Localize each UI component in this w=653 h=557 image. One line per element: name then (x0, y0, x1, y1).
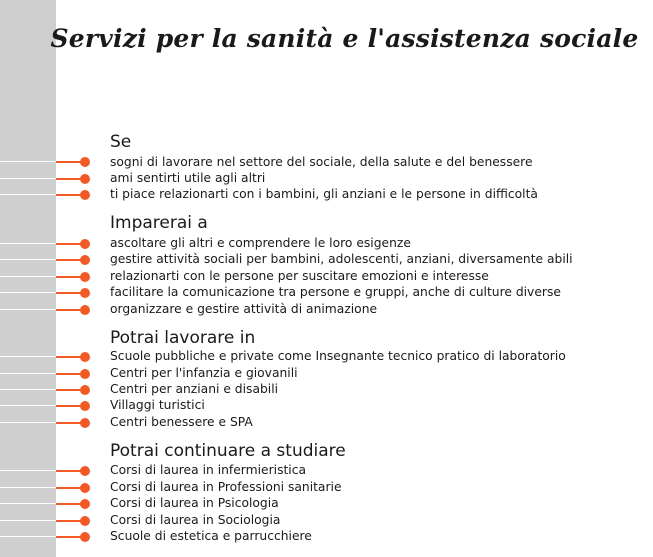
sidebar-rule (0, 178, 56, 179)
sidebar-rule (0, 356, 56, 357)
list-item: organizzare e gestire attività di animazione (110, 302, 378, 316)
sidebar-rule (0, 422, 56, 423)
sidebar-rule (0, 259, 56, 260)
section-heading-lavorare: Potrai lavorare in (110, 328, 256, 348)
sidebar-rule (0, 405, 56, 406)
list-item: Villaggi turistici (110, 398, 205, 412)
bullet-dot (80, 352, 90, 362)
bullet-dot (80, 385, 90, 395)
sidebar-rule (0, 373, 56, 374)
list-item: facilitare la comunicazione tra persone e gruppi, anche di culture diverse (110, 285, 561, 299)
sidebar-rule (0, 503, 56, 504)
list-item: Centri per l'infanzia e giovanili (110, 366, 298, 380)
bullet-dot (80, 401, 90, 411)
bullet-dot (80, 483, 90, 493)
sidebar-rule (0, 487, 56, 488)
bullet-dot (80, 466, 90, 476)
list-item: Corsi di laurea in infermieristica (110, 463, 307, 477)
list-item: Corsi di laurea in Sociologia (110, 513, 281, 527)
list-item: Corsi di laurea in Psicologia (110, 496, 279, 510)
bullet-dot (80, 174, 90, 184)
list-item: Scuole di estetica e parrucchiere (110, 529, 312, 543)
bullet-dot (80, 418, 90, 428)
sidebar-rule (0, 470, 56, 471)
list-item: sogni di lavorare nel settore del sociale, della salute e del benessere (110, 155, 533, 169)
left-sidebar-band (0, 0, 56, 557)
sidebar-rule (0, 309, 56, 310)
list-item: Centri benessere e SPA (110, 415, 253, 429)
sidebar-rule (0, 536, 56, 537)
list-item: ascoltare gli altri e comprendere le loro esigenze (110, 236, 411, 250)
bullet-dot (80, 157, 90, 167)
list-item: gestire attività sociali per bambini, adolescenti, anziani, diversamente abili (110, 252, 573, 266)
bullet-dot (80, 190, 90, 200)
list-item: relazionarti con le persone per suscitare emozioni e interesse (110, 269, 489, 283)
bullet-dot (80, 369, 90, 379)
list-item: Centri per anziani e disabili (110, 382, 279, 396)
list-item: Scuole pubbliche e private come Insegnante tecnico pratico di laboratorio (110, 349, 566, 363)
sidebar-rule (0, 243, 56, 244)
section-heading-studiare: Potrai continuare a studiare (110, 441, 346, 461)
section-heading-imparerai: Imparerai a (110, 213, 208, 233)
bullet-dot (80, 288, 90, 298)
bullet-dot (80, 255, 90, 265)
sidebar-rule (0, 292, 56, 293)
list-item: Corsi di laurea in Professioni sanitarie (110, 480, 342, 494)
page-title: Servizi per la sanità e l'assistenza sociale (50, 24, 639, 53)
bullet-dot (80, 499, 90, 509)
bullet-dot (80, 272, 90, 282)
bullet-dot (80, 305, 90, 315)
bullet-dot (80, 532, 90, 542)
sidebar-rule (0, 161, 56, 162)
section-heading-se: Se (110, 132, 132, 152)
sidebar-rule (0, 276, 56, 277)
sidebar-rule (0, 520, 56, 521)
list-item: ti piace relazionarti con i bambini, gli anziani e le persone in difficoltà (110, 187, 538, 201)
bullet-dot (80, 516, 90, 526)
bullet-dot (80, 239, 90, 249)
list-item: ami sentirti utile agli altri (110, 171, 266, 185)
sidebar-rule (0, 194, 56, 195)
sidebar-rule (0, 389, 56, 390)
